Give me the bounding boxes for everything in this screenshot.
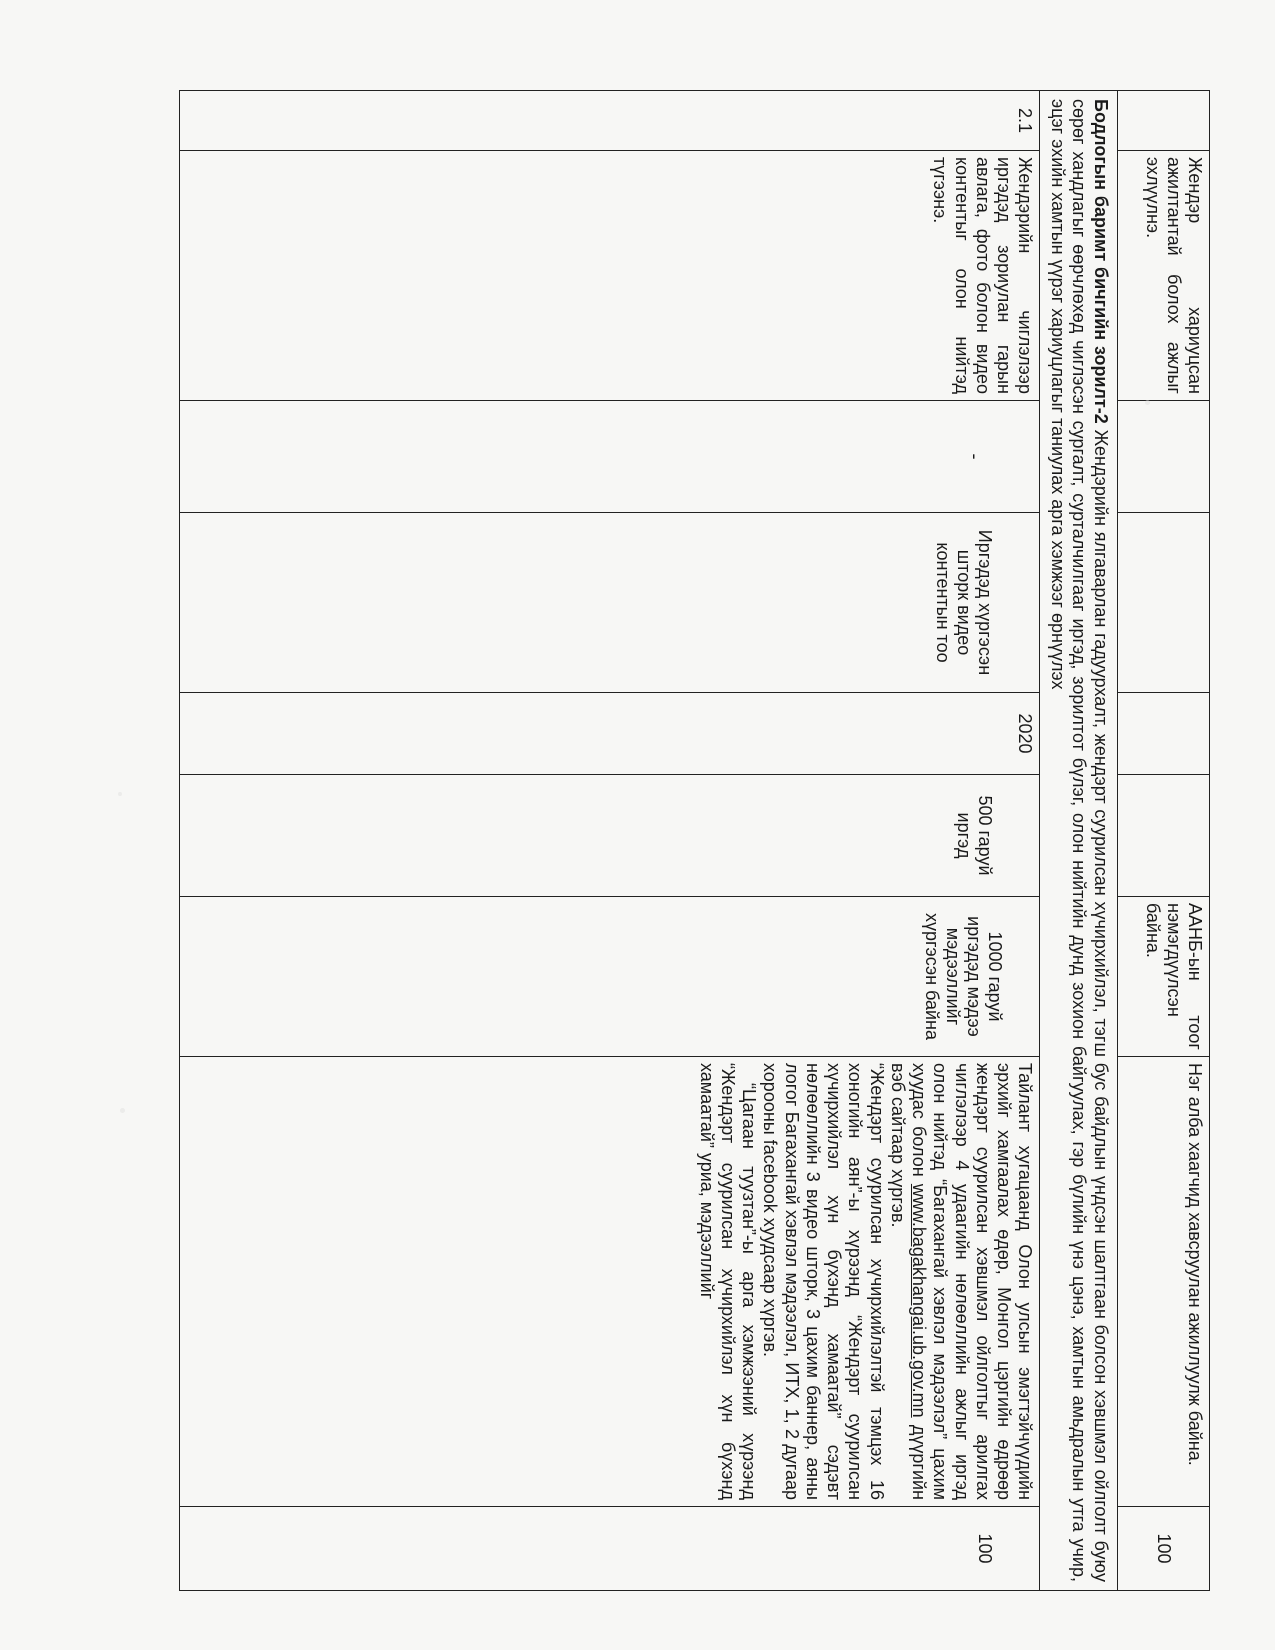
activity-cell: [180, 151, 1040, 401]
dash-cell: [180, 401, 1040, 513]
percent-cell: [180, 1507, 1040, 1591]
result-text: Нэг алба хаагчид хавсруулан ажиллуулж байна.: [1185, 1063, 1205, 1466]
empty-cell: [1118, 513, 1210, 693]
result-text-4: “Цагаан туузтан”-ы арга хэмжээний хүрээнд “Жендэрт суурилсан хүчирхийлэл хүн бүхэнд хамаатай” уриа, мэдээллийг: [696, 1063, 760, 1500]
year-cell: [180, 693, 1040, 775]
website-link[interactable]: www.bagakhangai.ub.gov.mn: [909, 1183, 930, 1418]
baseline-text: 500 гаруй иргэд: [953, 795, 996, 876]
baseline-cell: [1118, 897, 1210, 1057]
result-text-2: дүүргийн вэб сайтаар хүргэв.: [887, 1063, 930, 1500]
num-cell: [180, 91, 1040, 151]
goal-row: [1040, 91, 1118, 1591]
baseline-text: ААНБ-ын тоог нэмэгдүүлсэн байна.: [1142, 903, 1205, 1050]
year-value: 2020: [1015, 713, 1036, 754]
empty-cell: [1118, 693, 1210, 775]
scan-speck: [118, 792, 122, 796]
result-paragraph: [695, 1063, 759, 1500]
table-row: [180, 91, 1040, 1591]
empty-cell: [1118, 401, 1210, 513]
row-number: 2.1: [1015, 107, 1036, 134]
percent-value: 100: [975, 1533, 996, 1564]
indicator-cell: [180, 513, 1040, 693]
result-cell: [180, 1057, 1040, 1507]
policy-table: [179, 90, 1210, 1591]
goal-cell: [1040, 91, 1118, 1591]
dash-mark: -: [965, 453, 986, 460]
indicator-text: Жендэр хариуцсан ажилтантай болох ажлыг эхлүүлнэ.: [1142, 157, 1205, 394]
result-cell: [1118, 1057, 1210, 1507]
result-text-1: Тайлант хугацаанд Олон улсын эмэгтэйчүүдийн эрхийг хамгаалах өдөр, Монгол цэргийн өдрөөр жендэрт суурилсан хэвшмэл ойлголтыг арилгах чиглэлээр 4 удаагийн нөлөөллийн ажлыг иргэд олон нийтэд “Багахангай хэвлэл мэдээлэл” цахим хуудас болон: [909, 1063, 1036, 1500]
target-cell: [180, 897, 1040, 1057]
result-paragraph: [759, 1063, 886, 1500]
goal-text: Жендэрийн ялгаварлан гадуурхалт, жендэрт суурилсан хүчирхийлэл, тэгш бус байдлын үндсэн шалтгаан болсон хэвшмэл ойлголт буюу сөрөг хандлагыг өөрчлөхөд чиглэсэн сургалт, сурталчилгааг иргэд, зорилтот бүлэг, олон нийтийн дунд зохион байгуулах, гэр бүлийн үнэ цэнэ, хамтын амьдралын утга учир, эцэг эхийн хамтын үүрэг хариуцлагыг таниулах арга хэмжээг өрнүүлэх: [1047, 99, 1111, 1582]
result-paragraph: [887, 1063, 1036, 1500]
scan-speck: [1145, 400, 1150, 405]
scan-speck: [120, 1108, 125, 1113]
indicator-cell: [1118, 151, 1210, 401]
num-cell: [1118, 91, 1210, 151]
percent-cell: [1118, 1507, 1210, 1591]
result-text-3: “Жендэрт суурилсан хүчирхийлэлтэй тэмцэх 16 хоногийн аян”-ы хүрээнд “Жендэрт суурилсан хүчирхийлэл хүн бүхэнд хамаатай” сэдэвт нөлөөллийн 3 видео шторк, 3 цахим баннер, аяны логог Багахангай хэвлэл мэдээлэл, ИТХ, 1, 2 дугаар хорооны facebook хуудсаар хүргэв.: [760, 1063, 887, 1500]
scanned-page: [120, 90, 1210, 1590]
baseline-cell: [180, 775, 1040, 897]
percent-value: 100: [1154, 1533, 1175, 1564]
activity-text: Жендэрийн чиглэлээр иргэдэд зориулан гарын авлага, фото болон видео контентыг олон нийтэд түгээнэ.: [930, 157, 1036, 394]
table-row: [1118, 91, 1210, 1591]
indicator-text: Иргэдэд хүргэсэн шторк видео контентын тоо: [932, 529, 996, 676]
goal-title: Бодлогын баримт бичгийн зорилт-2: [1091, 99, 1111, 424]
target-text: 1000 гаруй иргэдэд мэдээ мэдээллийг хүргэсэн байна: [921, 912, 1006, 1040]
empty-cell: [1118, 775, 1210, 897]
